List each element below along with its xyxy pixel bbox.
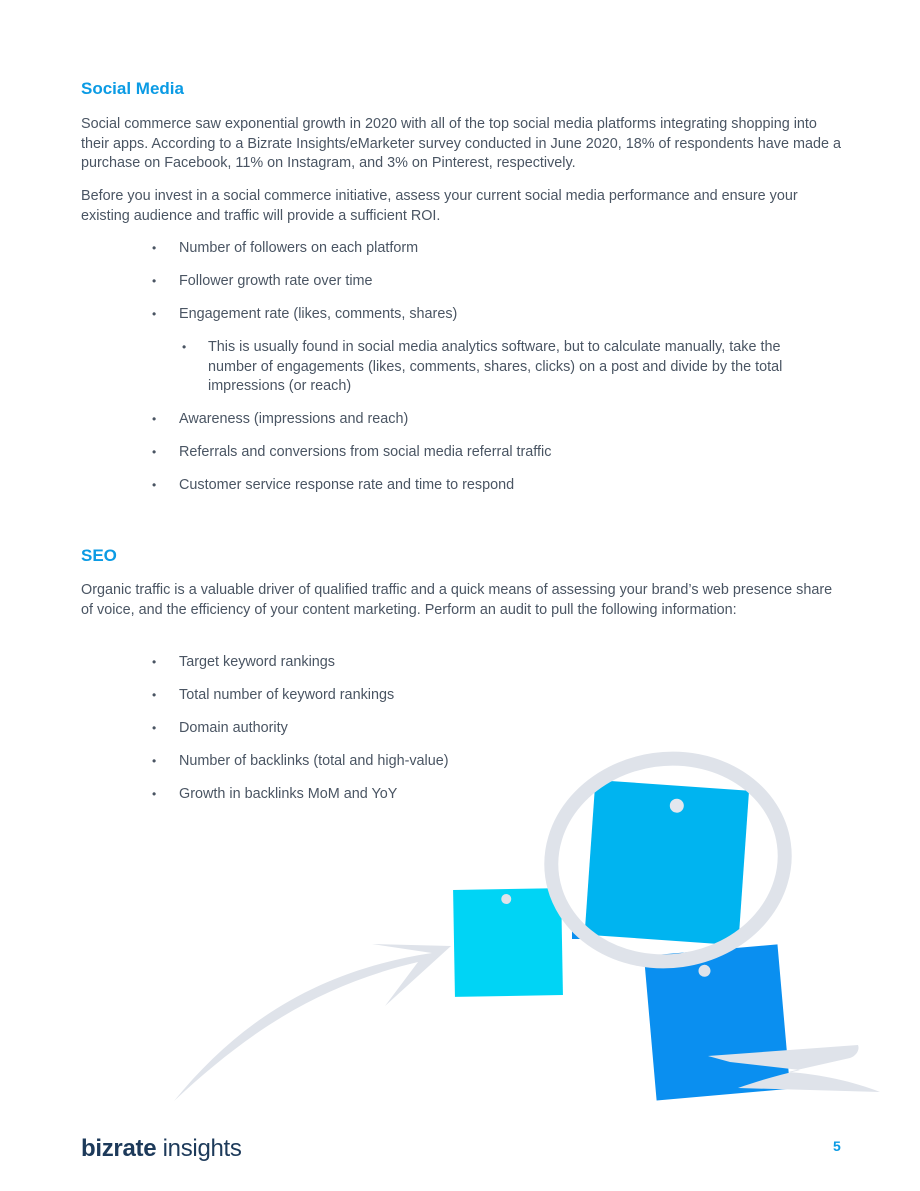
list-item-text: Growth in backlinks MoM and YoY	[179, 786, 398, 802]
bullet-dot: •	[152, 274, 157, 288]
list-item-text: Customer service response rate and time to respond	[179, 477, 515, 493]
bullet-dot: •	[152, 787, 157, 801]
list-item-text: Number of followers on each platform	[179, 240, 419, 256]
bullet-dot: •	[152, 241, 157, 255]
bullet-dot: •	[152, 478, 157, 492]
bizrate-insights-logo	[81, 1135, 242, 1163]
page-number: 5	[833, 1138, 841, 1154]
list-item-text: Total number of keyword rankings	[179, 687, 395, 703]
sticky-note-sky	[585, 780, 749, 945]
bullet-dot: •	[152, 307, 157, 321]
list-item-text: Referrals and conversions from social media referral traffic	[179, 444, 552, 460]
bullet-dot: •	[152, 412, 157, 426]
logo-brand: bizrate	[81, 1135, 157, 1162]
seo-paragraph: Organic traffic is a valuable driver of qualified traffic and a quick means of assessing your brand’s web presence share of voice, and the efficiency of your content marketing. Perform an audit to pull the following information:	[81, 582, 833, 618]
list-item-text: Number of backlinks (total and high-value)	[179, 753, 449, 769]
list-item-text: This is usually found in social media analytics software, but to calculate manually, take the number of engagements (likes, comments, shares, clicks) on a post and divide by the total impressions (or reach)	[208, 339, 783, 394]
bullet-dot: •	[152, 754, 157, 768]
list-item-text: Awareness (impressions and reach)	[179, 411, 409, 427]
sticky-note-cyan	[453, 888, 563, 997]
bullet-dot: •	[152, 445, 157, 459]
bullet-dot: •	[152, 655, 157, 669]
curved-arrow-icon	[174, 944, 451, 1101]
social-media-paragraph-1: Social commerce saw exponential growth in 2020 with all of the top social media platforms integrating shopping into their apps. According to a Bizrate Insights/eMarketer survey conducted in June 2020, 18% of respondents have made a purchase on Facebook, 11% on Instagram, and 3% on Pinterest, respectively.	[81, 116, 841, 171]
list-item-text: Engagement rate (likes, comments, shares)	[179, 306, 458, 322]
logo-sub: insights	[156, 1135, 242, 1162]
social-media-heading: Social Media	[81, 79, 184, 98]
social-media-paragraph-2: Before you invest in a social commerce initiative, assess your current social media performance and ensure your existing audience and traffic will provide a sufficient ROI.	[81, 188, 798, 224]
bullet-dot: •	[152, 721, 157, 735]
list-item-text: Domain authority	[179, 720, 288, 736]
bullet-dot: •	[152, 688, 157, 702]
list-item-text: Target keyword rankings	[179, 654, 335, 670]
seo-heading: SEO	[81, 546, 117, 565]
bullet-dot: •	[182, 340, 187, 354]
list-item-text: Follower growth rate over time	[179, 273, 373, 289]
